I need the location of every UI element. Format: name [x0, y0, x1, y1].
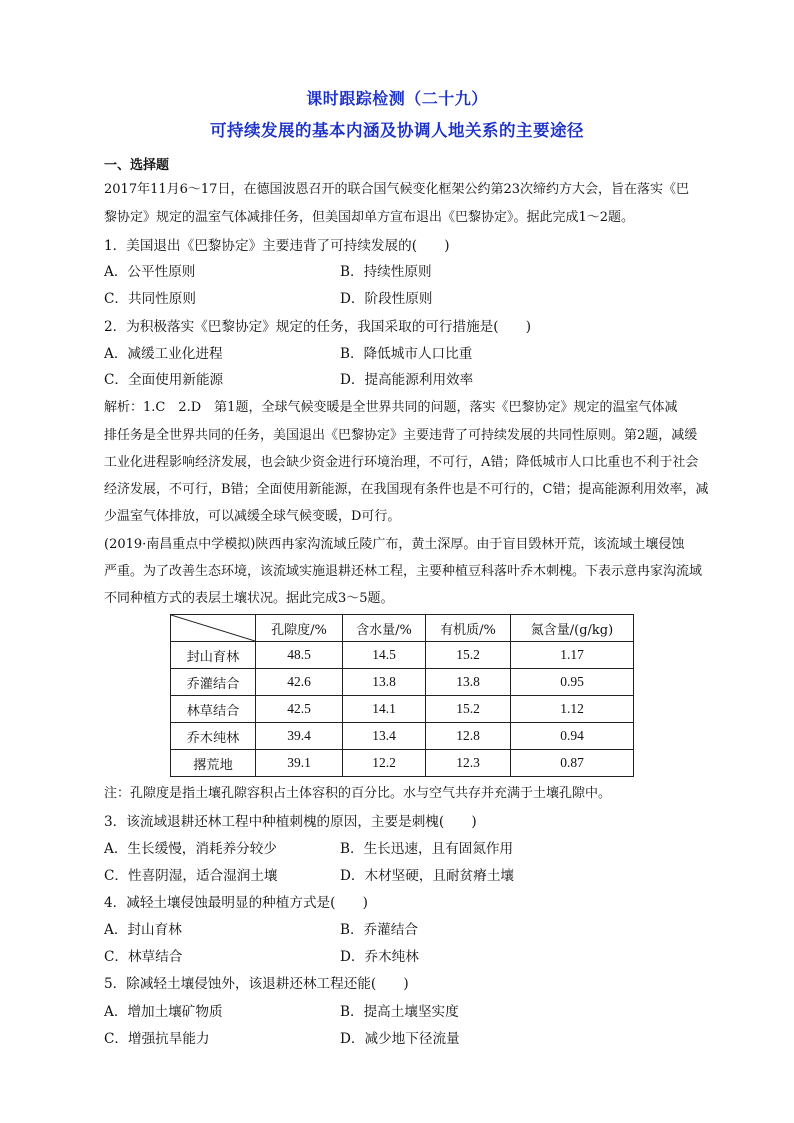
table-cell: 1.12: [511, 696, 634, 723]
intro-1-line-1: 2017年11月6～17日，在德国波恩召开的联合国气候变化框架公约第23次缔约方大会，旨在落实《巴: [104, 182, 689, 197]
table-cell: 42.5: [256, 696, 343, 723]
table-header-cell: 含水量/%: [343, 615, 426, 642]
question-4-stem: 4．减轻土壤侵蚀最明显的种植方式是( ): [104, 895, 368, 911]
question-5-option-a: A．增加土壤矿物质: [104, 1004, 223, 1020]
table-cell: 0.95: [511, 669, 634, 696]
question-5-stem: 5．除减轻土壤侵蚀外，该退耕还林工程还能( ): [104, 976, 409, 992]
question-5-option-c: C．增强抗旱能力: [104, 1031, 210, 1047]
table-cell: 1.17: [511, 642, 634, 669]
intro-2-line-2: 严重。为了改善生态环境，该流域实施退耕还林工程，主要种植豆科落叶乔木刺槐。下表示意冉家沟流域: [104, 564, 703, 579]
row-label: 林草结合: [171, 696, 256, 723]
intro-2-line-1: (2019·南昌重点中学模拟)陕西冉家沟流域丘陵广布，黄土深厚。由于盲目毁林开荒，该流域土壤侵蚀: [104, 537, 685, 552]
table-corner-cell: [171, 615, 256, 642]
analysis-line-3: 工业化进程影响经济发展，也会缺少资金进行环境治理，不可行，A错；降低城市人口比重也不利于社会: [104, 455, 699, 470]
table-cell: 12.3: [426, 750, 511, 777]
question-3-option-d: D．木材坚硬，且耐贫瘠土壤: [340, 868, 515, 884]
table-cell: 0.94: [511, 723, 634, 750]
table-row: [171, 669, 634, 696]
table-header-cell: 氮含量/(g/kg): [511, 615, 634, 642]
table-cell: 13.8: [426, 669, 511, 696]
table-cell: 39.1: [256, 750, 343, 777]
table-cell: 0.87: [511, 750, 634, 777]
question-5-option-d: D．减少地下径流量: [340, 1031, 460, 1047]
row-label: 撂荒地: [171, 750, 256, 777]
question-2-option-d: D．提高能源利用效率: [340, 372, 474, 388]
table-header-cell: 孔隙度/%: [256, 615, 343, 642]
question-4-option-c: C．林草结合: [104, 949, 183, 965]
row-label: 乔木纯林: [171, 723, 256, 750]
table-row: [171, 723, 634, 750]
question-1-option-a: A．公平性原则: [104, 264, 196, 280]
table-note: 注：孔隙度是指土壤孔隙容积占土体容积的百分比。水与空气共存并充满于土壤孔隙中。: [104, 786, 612, 801]
table-cell: 13.8: [343, 669, 426, 696]
table-cell: 15.2: [426, 696, 511, 723]
section-label: 一、选择题: [104, 158, 170, 173]
table-cell: 14.1: [343, 696, 426, 723]
question-3-option-c: C．性喜阴湿，适合湿润土壤: [104, 868, 278, 884]
table-cell: 13.4: [343, 723, 426, 750]
question-2-stem: 2．为积极落实《巴黎协定》规定的任务，我国采取的可行措施是( ): [104, 319, 532, 335]
table-cell: 14.5: [343, 642, 426, 669]
page-subtitle: 可持续发展的基本内涵及协调人地关系的主要途径: [210, 121, 584, 140]
table-cell: 12.8: [426, 723, 511, 750]
soil-data-table: [170, 614, 634, 777]
analysis-line-4: 经济发展，不可行，B错；全面使用新能源，在我国现有条件也是不可行的，C错；提高能源利用效率，减: [104, 482, 709, 497]
table-cell: 42.6: [256, 669, 343, 696]
question-3-option-b: B．生长迅速，且有固氮作用: [340, 841, 514, 857]
question-2-option-c: C．全面使用新能源: [104, 372, 224, 388]
question-4-option-d: D．乔木纯林: [340, 949, 419, 965]
question-1-stem: 1．美国退出《巴黎协定》主要违背了可持续发展的( ): [104, 238, 450, 254]
question-4-option-b: B．乔灌结合: [340, 922, 418, 938]
question-3-option-a: A．生长缓慢，消耗养分较少: [104, 841, 277, 857]
table-cell: 48.5: [256, 642, 343, 669]
page-title: 课时跟踪检测（二十九）: [306, 89, 488, 108]
analysis-line-1: 解析：1.C 2.D 第1题，全球气候变暖是全世界共同的问题，落实《巴黎协定》规定的温室气体减: [104, 400, 678, 415]
table-row: [171, 696, 634, 723]
row-label: 乔灌结合: [171, 669, 256, 696]
intro-1-line-2: 黎协定》规定的温室气体减排任务，但美国却单方宣布退出《巴黎协定》。据此完成1～2题。: [104, 210, 635, 225]
table-cell: 15.2: [426, 642, 511, 669]
question-3-stem: 3．该流域退耕还林工程中种植刺槐的原因，主要是刺槐( ): [104, 814, 477, 830]
table-row: [171, 750, 634, 777]
question-1-option-d: D．阶段性原则: [340, 291, 433, 307]
question-2-option-a: A．减缓工业化进程: [104, 346, 223, 362]
diagonal-line: [171, 615, 255, 641]
question-4-option-a: A．封山育林: [104, 922, 182, 938]
table-header-cell: 有机质/%: [426, 615, 511, 642]
question-2-option-b: B．降低城市人口比重: [340, 346, 473, 362]
question-1-option-b: B．持续性原则: [340, 264, 432, 280]
analysis-line-2: 排任务是全世界共同的任务，美国退出《巴黎协定》主要违背了可持续发展的共同性原则。第2题，减缓: [104, 428, 698, 443]
row-label: 封山育林: [171, 642, 256, 669]
table-cell: 39.4: [256, 723, 343, 750]
analysis-line-5: 少温室气体排放，可以减缓全球气候变暖，D可行。: [104, 509, 401, 524]
table-header-row: [171, 615, 634, 642]
question-5-option-b: B．提高土壤坚实度: [340, 1004, 459, 1020]
question-1-option-c: C．共同性原则: [104, 291, 196, 307]
intro-2-line-3: 不同种植方式的表层土壤状况。据此完成3～5题。: [104, 591, 394, 606]
table-row: [171, 642, 634, 669]
table-cell: 12.2: [343, 750, 426, 777]
